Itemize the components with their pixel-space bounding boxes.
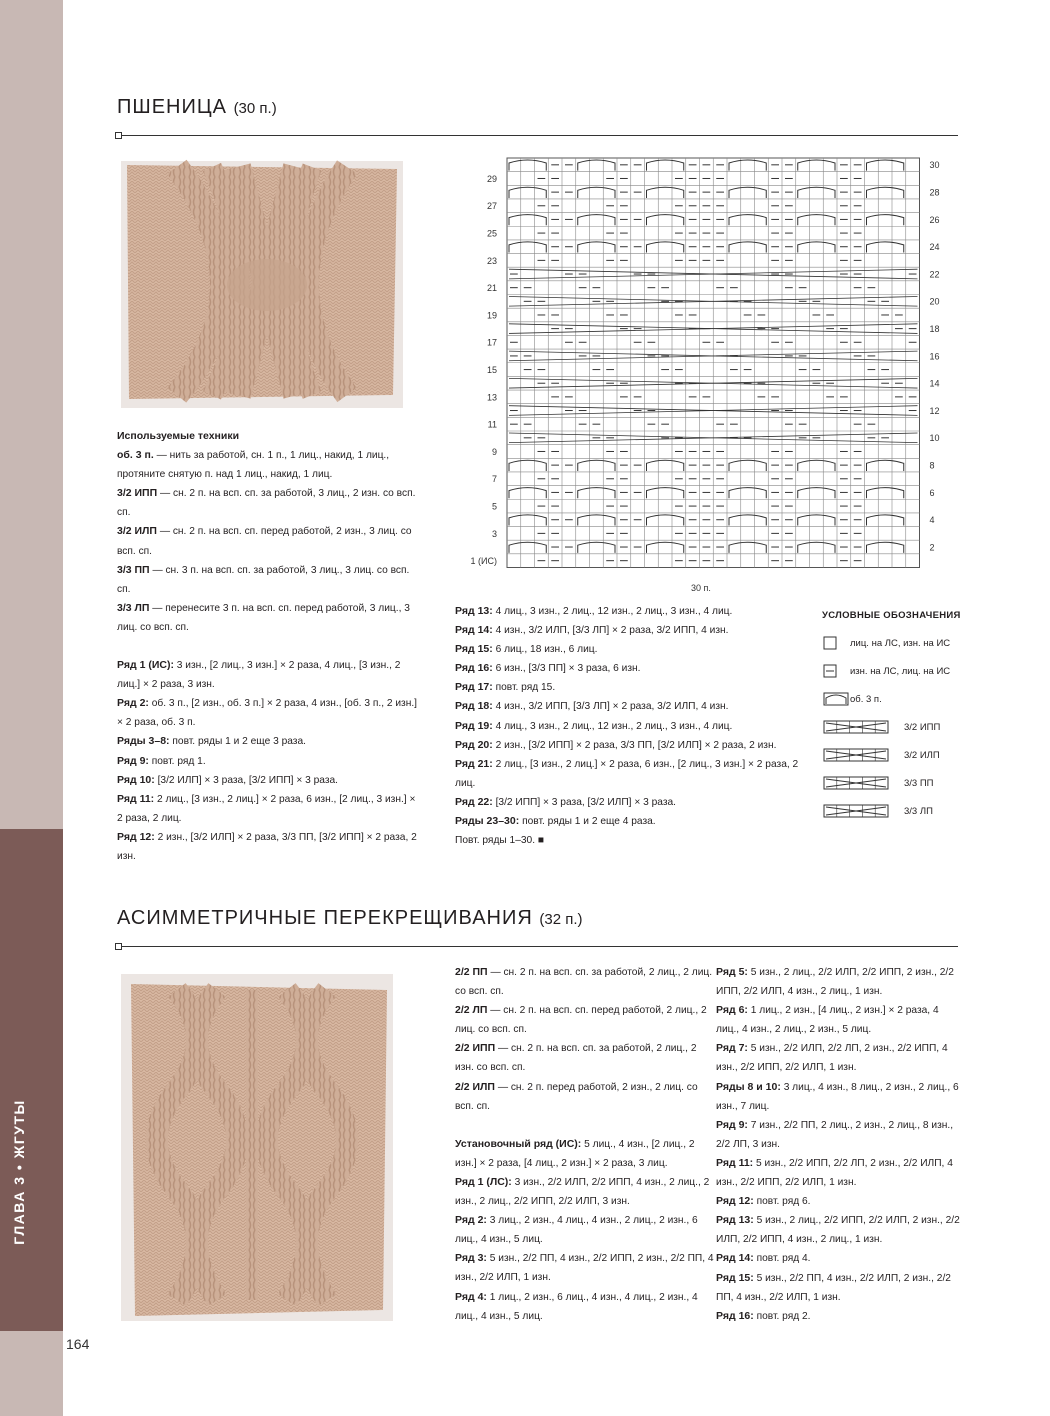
techniques-title: Используемые техники: [117, 430, 240, 442]
row-instruction-term: Ряд 10:: [117, 773, 155, 786]
instruction-term: Ряд 1 (ЛС):: [455, 1175, 512, 1188]
chart-right-row-number: 18: [929, 324, 940, 335]
instruction-term: Ряд 13:: [716, 1214, 754, 1227]
section2-rule: [119, 946, 958, 947]
chart-right-row-number: 14: [929, 378, 940, 389]
row-instruction-text: 2 изн., [3/2 ИПП] × 2 раза, 3/3 ПП, [3/2 ИЛП] × 2 раза, 2 изн.: [492, 739, 777, 751]
row-instruction-item: [117, 752, 417, 771]
row-instruction-item: [117, 694, 417, 732]
instruction-item: [716, 1078, 961, 1116]
section1-right-text: [455, 602, 805, 850]
instruction-text: 3 лиц., 2 изн., 4 лиц., 4 изн., 2 лиц., 2 изн., 6 лиц., 4 изн., 5 лиц.: [455, 1215, 698, 1246]
instruction-item: [716, 1116, 961, 1154]
instruction-text: 1 лиц., 2 изн., 6 лиц., 4 изн., 4 лиц., 2 изн., 4 лиц., 4 изн., 5 лиц.: [455, 1291, 698, 1322]
row-instruction-item: [455, 831, 805, 850]
technique-text: — нить за работой, сн. 1 п., 1 лиц., накид, 1 лиц., протяните снятую п. над 1 лиц., накид, 1 лиц.: [117, 450, 390, 481]
row-instruction-term: Ряд 11:: [117, 792, 155, 805]
row-instruction-text: 2 лиц., [3 изн., 2 лиц.] × 2 раза, 6 изн., [2 лиц., 3 изн.] × 2 раза, 2 лиц.: [455, 758, 799, 789]
chapter-label: [11, 1099, 49, 1245]
row-instruction-item: [455, 793, 805, 812]
instruction-text: 5 лиц., 4 изн., [2 лиц., 2 изн.] × 2 раза, [4 лиц., 2 изн.] × 2 раза, 3 лиц.: [455, 1138, 695, 1169]
instruction-item: [716, 1154, 961, 1192]
instruction-text: повт. ряд 2.: [753, 1310, 811, 1322]
instruction-item: [716, 1039, 961, 1077]
row-instruction-text: об. 3 п., [2 изн., об. 3 п.] × 2 раза, 4 изн., [об. 3 п., 2 изн.] × 2 раза, об. 3 п.: [117, 698, 417, 729]
row-instruction-text: 6 лиц., 18 изн., 6 лиц.: [492, 644, 598, 656]
instruction-item: [455, 1001, 715, 1039]
technique-item: [117, 522, 417, 560]
row-instruction-item: [455, 640, 805, 659]
technique-term: 3/2 ИЛП: [117, 525, 157, 538]
instruction-item: [455, 963, 715, 1001]
row-instruction-text: 3 изн., [2 лиц., 3 изн.] × 2 раза, 4 лиц., [3 изн., 2 лиц.] × 2 раза, 3 изн.: [117, 660, 401, 691]
instruction-term: Ряд 2:: [455, 1214, 487, 1227]
technique-item: [117, 446, 417, 484]
technique-text: — перенесите 3 п. на всп. сп. перед работой, 3 лиц., 3 лиц. со всп. сп.: [117, 602, 410, 633]
instruction-text: 5 изн., 2/2 ПП, 4 изн., 2/2 ИЛП, 2 изн., 2/2 ПП, 4 изн., 2/2 ИЛП, 1 изн.: [716, 1272, 951, 1303]
instruction-term: Ряд 4:: [455, 1290, 487, 1303]
legend-label: 3/2 ИПП: [904, 721, 941, 733]
chart-right-row-number: 30: [929, 160, 940, 171]
legend-item: [822, 741, 962, 769]
row-instruction-text: [3/2 ИПП] × 3 раза, [3/2 ИЛП] × 3 раза.: [492, 796, 676, 808]
chart-right-row-number: 2: [929, 542, 935, 553]
instruction-term: Ряд 11:: [716, 1156, 754, 1169]
instruction-item: [716, 1249, 961, 1268]
row-instruction-term: Ряд 9:: [117, 754, 149, 767]
technique-text: — сн. 2 п. на всп. сп. за работой, 3 лиц., 2 изн. со всп. сп.: [117, 488, 416, 519]
row-instruction-term: Ряд 1 (ИС):: [117, 659, 174, 672]
instruction-text: — сн. 2 п. на всп. сп. за работой, 2 лиц., 2 лиц. со всп. сп.: [455, 967, 713, 998]
chart-left-row-number: 13: [486, 392, 497, 403]
instruction-term: Установочный ряд (ИС):: [455, 1137, 582, 1150]
row-instruction-item: [117, 828, 417, 866]
instruction-item: [455, 1288, 715, 1326]
section1-rule-dot: [115, 132, 122, 139]
chart-width-label: 30 п.: [691, 583, 711, 593]
instruction-text: 1 лиц., 2 изн., [4 лиц., 2 изн.] × 2 раза, 4 лиц., 4 изн., 2 лиц., 2 изн., 5 лиц.: [716, 1005, 939, 1036]
legend-item: [822, 769, 962, 797]
sidebar-band-top: [0, 0, 63, 829]
technique-item: [117, 484, 417, 522]
legend-label: изн. на ЛС, лиц. на ИС: [850, 665, 951, 677]
section1-rule: [119, 135, 958, 136]
chapter-text: ГЛАВА 3 • ЖГУТЫ: [11, 1099, 27, 1245]
section2-title-text: АСИММЕТРИЧНЫЕ ПЕРЕКРЕЩИВАНИЯ: [117, 907, 533, 929]
legend-item: [822, 685, 962, 713]
cable-3-3-lp-icon: [822, 803, 902, 819]
chart-right-row-number: 10: [929, 433, 940, 444]
wheat-swatch-photo: [117, 157, 407, 412]
instruction-item: [716, 1269, 961, 1307]
chart-right-row-number: 24: [929, 242, 940, 253]
chart-left-row-number: 23: [486, 255, 497, 266]
row-instruction-term: Ряд 20:: [455, 738, 493, 751]
sidebar-chapter-band: [0, 829, 63, 1331]
chart-right-row-number: 4: [929, 515, 935, 526]
section2-count: (32 п.): [539, 911, 583, 928]
instruction-term: Ряды 8 и 10:: [716, 1080, 781, 1093]
row-instruction-item: [455, 678, 805, 697]
row-instruction-text: повт. ряды 1 и 2 еще 4 раза.: [519, 816, 656, 828]
instruction-text: 3 изн., 2/2 ИЛП, 2/2 ИПП, 4 изн., 2 лиц., 2 изн., 2 лиц., 2/2 ИПП, 2/2 ИЛП, 3 изн.: [455, 1176, 710, 1208]
row-instruction-item: [117, 790, 417, 828]
technique-text: — сн. 3 п. на всп. сп. за работой, 3 лиц., 3 лиц. со всп. сп.: [117, 564, 410, 595]
chart-left-row-number: 3: [491, 528, 497, 539]
instruction-text: 5 изн., 2 лиц., 2/2 ИПП, 2/2 ИЛП, 2 изн., 2/2 ИЛП, 2/2 ИПП, 4 изн., 2 лиц., 1 изн.: [716, 1215, 960, 1246]
section2-rule-dot: [115, 943, 122, 950]
instruction-item: [455, 1078, 715, 1116]
chart-right-row-number: 6: [929, 487, 935, 498]
row-instruction-term: Ряд 18:: [455, 700, 493, 713]
instruction-text: 5 изн., 2/2 ПП, 4 изн., 2/2 ИПП, 2 изн., 2/2 ПП, 4 изн., 2/2 ИЛП, 1 изн.: [455, 1253, 714, 1284]
sidebar-band-bottom: [0, 1331, 63, 1416]
row-instruction-text: 4 лиц., 3 изн., 2 лиц., 12 изн., 2 лиц., 3 изн., 4 лиц.: [492, 720, 733, 732]
row-instruction-text: 2 изн., [3/2 ИЛП] × 2 раза, 3/3 ПП, [3/2 ИПП] × 2 раза, 2 изн.: [117, 831, 417, 862]
instruction-term: Ряд 3:: [455, 1252, 487, 1265]
legend: [822, 610, 962, 825]
instruction-item: [716, 1192, 961, 1211]
row-instruction-term: Ряд 21:: [455, 757, 493, 770]
chart-right-row-number: 20: [929, 296, 940, 307]
legend-label: 3/2 ИЛП: [904, 749, 940, 761]
page-number: 164: [66, 1336, 90, 1352]
rows-left-list: [117, 656, 417, 866]
instruction-text: 5 изн., 2/2 ИЛП, 2/2 ЛП, 2 изн., 2/2 ИПП, 4 изн., 2/2 ИПП, 2/2 ИЛП, 1 изн.: [716, 1043, 948, 1074]
instruction-item: [455, 1039, 715, 1077]
instruction-term: Ряд 16:: [716, 1309, 754, 1322]
instruction-term: Ряд 12:: [716, 1195, 754, 1208]
row-instruction-text: Повт. ряды 1–30. ■: [455, 835, 545, 847]
legend-title: УСЛОВНЫЕ ОБОЗНАЧЕНИЯ: [822, 610, 961, 621]
rows-right-list: [455, 602, 805, 850]
chart-grid: [507, 158, 920, 568]
instruction-item: [716, 1307, 961, 1326]
section2-col1-list: [455, 963, 715, 1326]
section2-col1-text: [455, 963, 715, 1326]
row-instruction-term: Ряд 19:: [455, 719, 493, 732]
row-instruction-term: Ряд 22:: [455, 795, 493, 808]
legend-label: 3/3 ПП: [904, 777, 934, 789]
section1-title-text: ПШЕНИЦА: [117, 96, 227, 118]
row-instruction-term: Ряд 16:: [455, 662, 493, 675]
technique-item: [117, 599, 417, 637]
legend-item: [822, 713, 962, 741]
legend-label: лиц. на ЛС, изн. на ИС: [850, 637, 951, 649]
chart-left-numbers: [471, 174, 497, 566]
row-instruction-term: Ряд 14:: [455, 624, 493, 637]
row-instruction-term: Ряд 2:: [117, 697, 149, 710]
row-instruction-item: [455, 736, 805, 755]
wheat-chart: [455, 150, 960, 600]
row-instruction-text: повт. ряды 1 и 2 еще 3 раза.: [169, 736, 306, 748]
chart-right-row-number: 28: [929, 187, 940, 198]
row-instruction-term: Ряды 3–8:: [117, 735, 170, 748]
row-instruction-item: [117, 732, 417, 751]
section1-title: [117, 96, 277, 119]
instruction-term: Ряд 15:: [716, 1271, 754, 1284]
row-instruction-text: повт. ряд 1.: [148, 755, 206, 767]
instruction-term: 2/2 ИПП: [455, 1042, 496, 1055]
legend-item: [822, 657, 962, 685]
chart-left-row-number: 17: [486, 337, 497, 348]
instruction-text: повт. ряд 4.: [753, 1253, 811, 1265]
chart-left-row-number: 19: [486, 310, 497, 321]
instruction-text: 3 лиц., 4 изн., 8 лиц., 2 изн., 2 лиц., 6 изн., 7 лиц.: [716, 1081, 959, 1112]
chart-right-row-number: 22: [929, 269, 940, 280]
instruction-item: [716, 1211, 961, 1249]
row-instruction-item: [455, 621, 805, 640]
row-instruction-item: [117, 656, 417, 694]
instruction-term: Ряд 9:: [716, 1118, 748, 1131]
row-instruction-item: [455, 697, 805, 716]
technique-term: 3/3 ПП: [117, 563, 150, 576]
technique-term: 3/3 ЛП: [117, 601, 150, 614]
cable-3-3-rp-icon: [822, 775, 902, 791]
chart-right-row-number: 12: [929, 405, 940, 416]
arc-3-icon: [822, 691, 850, 707]
chart-right-row-number: 8: [929, 460, 935, 471]
chart-left-row-number: 21: [486, 283, 497, 294]
chart-left-row-number: 25: [486, 228, 497, 239]
chart-right-numbers: [930, 160, 940, 552]
instruction-item: [455, 1173, 715, 1211]
chart-left-row-number: 27: [486, 201, 497, 212]
chart-left-row-number: 1 (ИС): [470, 556, 497, 567]
row-instruction-term: Ряд 12:: [117, 830, 155, 843]
legend-items: [822, 629, 962, 825]
row-instruction-term: Ряд 17:: [455, 681, 493, 694]
chart-left-row-number: 11: [487, 419, 497, 430]
instruction-term: Ряд 5:: [716, 966, 748, 978]
instruction-text: 7 изн., 2/2 ПП, 2 лиц., 2 изн., 2 лиц., 8 изн., 2/2 ЛП, 3 изн.: [716, 1119, 954, 1150]
instruction-term: 2/2 ЛП: [455, 1004, 488, 1017]
row-instruction-item: [455, 659, 805, 678]
cable-3-2-lp-icon: [822, 747, 902, 763]
instruction-text: 5 изн., 2/2 ИПП, 2/2 ЛП, 2 изн., 2/2 ИЛП, 4 изн., 2/2 ИПП, 2/2 ИЛП, 1 изн.: [716, 1157, 953, 1189]
row-instruction-text: 4 изн., 3/2 ИПП, [3/3 ЛП] × 2 раза, 3/2 ИЛП, 4 изн.: [492, 701, 729, 713]
instruction-text: — сн. 2 п. на всп. сп. перед работой, 2 лиц., 2 лиц. со всп. сп.: [455, 1005, 707, 1036]
instruction-text: — сн. 2 п. перед работой, 2 изн., 2 лиц. со всп. сп.: [455, 1081, 698, 1112]
section2-col2-text: [716, 963, 961, 1326]
row-instruction-text: 2 лиц., [3 изн., 2 лиц.] × 2 раза, 6 изн., [2 лиц., 3 изн.] × 2 раза, 2 лиц.: [117, 793, 416, 824]
row-instruction-item: [455, 755, 805, 793]
instruction-item: [455, 1135, 715, 1173]
row-instruction-term: Ряды 23–30:: [455, 815, 520, 828]
instruction-text: — сн. 2 п. на всп. сп. за работой, 2 лиц., 2 изн. со всп. сп.: [455, 1043, 697, 1074]
row-instruction-item: [455, 812, 805, 831]
row-instruction-text: [3/2 ИЛП] × 3 раза, [3/2 ИПП] × 3 раза.: [154, 774, 338, 786]
instruction-term: Ряд 14:: [716, 1252, 754, 1265]
empty-square-icon: [822, 635, 850, 651]
asymmetric-swatch-photo: [117, 970, 397, 1325]
legend-label: об. 3 п.: [850, 693, 882, 705]
chart-left-row-number: 9: [491, 446, 497, 457]
row-instruction-term: Ряд 13:: [455, 605, 493, 617]
section2-col2-list: [716, 963, 961, 1326]
instruction-item: [716, 963, 961, 1001]
chart-right-row-number: 26: [929, 214, 940, 225]
legend-item: [822, 629, 962, 657]
instruction-term: 2/2 ПП: [455, 966, 488, 978]
technique-term: 3/2 ИПП: [117, 487, 158, 500]
technique-term: об. 3 п.: [117, 449, 154, 462]
instruction-item: [716, 1001, 961, 1039]
row-instruction-text: 4 изн., 3/2 ИЛП, [3/3 ЛП] × 2 раза, 3/2 ИПП, 4 изн.: [492, 625, 729, 637]
chart-left-row-number: 7: [491, 474, 497, 485]
cable-3-2-rp-icon: [822, 719, 902, 735]
instruction-item: [455, 1249, 715, 1287]
technique-item: [117, 561, 417, 599]
instruction-term: Ряд 6:: [716, 1004, 748, 1017]
row-instruction-term: Ряд 15:: [455, 643, 493, 656]
instruction-term: 2/2 ИЛП: [455, 1080, 495, 1093]
row-instruction-text: 4 лиц., 3 изн., 2 лиц., 12 изн., 2 лиц., 3 изн., 4 лиц.: [492, 606, 733, 617]
row-instruction-item: [455, 717, 805, 736]
row-instruction-item: [117, 771, 417, 790]
row-instruction-text: повт. ряд 15.: [492, 682, 556, 694]
techniques-list: [117, 446, 417, 637]
technique-text: — сн. 2 п. на всп. сп. перед работой, 2 изн., 3 лиц. со всп. сп.: [117, 526, 412, 557]
instruction-text: 5 изн., 2 лиц., 2/2 ИЛП, 2/2 ИПП, 2 изн., 2/2 ИПП, 2/2 ИЛП, 4 изн., 2 лиц., 1 изн.: [716, 967, 954, 998]
chart-right-row-number: 16: [929, 351, 940, 362]
legend-item: [822, 797, 962, 825]
instruction-item: [455, 1211, 715, 1249]
chart-left-row-number: 29: [486, 173, 497, 184]
instruction-text: повт. ряд 6.: [753, 1196, 811, 1208]
row-instruction-text: 6 изн., [3/3 ПП] × 3 раза, 6 изн.: [492, 663, 641, 675]
legend-label: 3/3 ЛП: [904, 805, 933, 817]
section1-left-text: [117, 427, 417, 866]
dash-square-icon: [822, 663, 850, 679]
chart-left-row-number: 15: [486, 364, 497, 375]
section2-title: [117, 907, 583, 930]
section1-count: (30 п.): [233, 100, 277, 117]
row-instruction-item: [455, 602, 805, 621]
chart-left-row-number: 5: [491, 501, 497, 512]
instruction-term: Ряд 7:: [716, 1042, 748, 1055]
